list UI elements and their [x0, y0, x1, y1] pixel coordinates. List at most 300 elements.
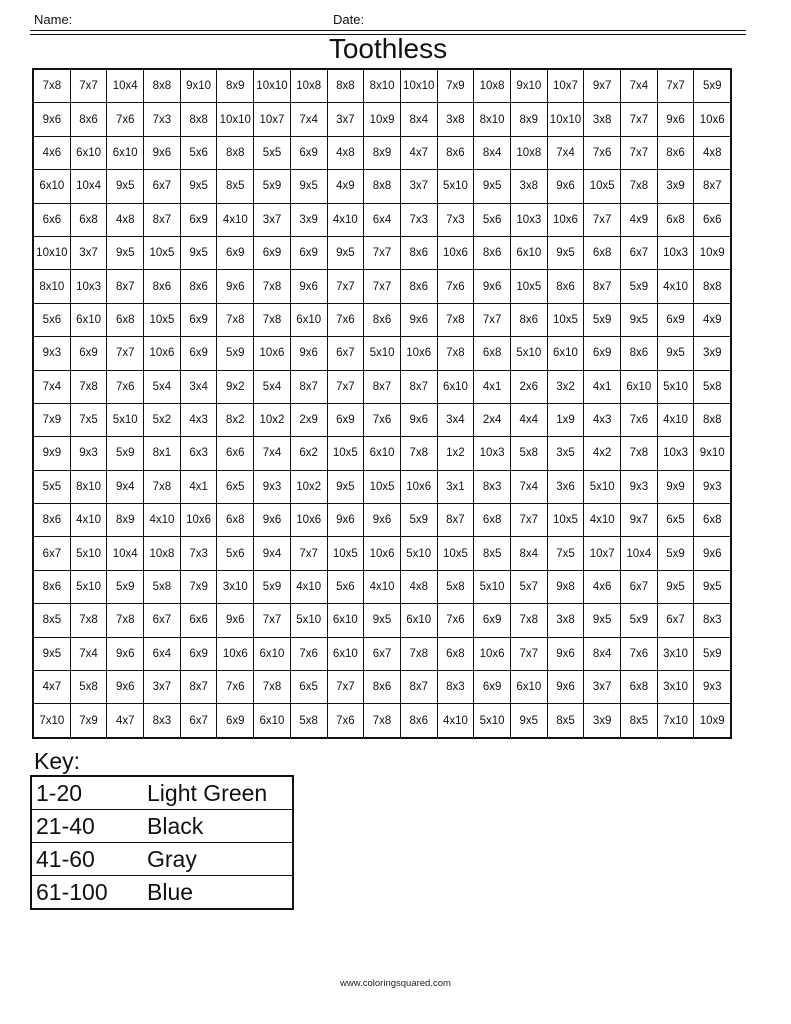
grid-cell[interactable]: 8x5: [33, 604, 70, 637]
grid-cell[interactable]: 5x8: [437, 570, 474, 603]
grid-cell[interactable]: 10x2: [290, 470, 327, 503]
grid-cell[interactable]: 7x9: [180, 570, 217, 603]
grid-cell[interactable]: 6x6: [33, 203, 70, 236]
grid-cell[interactable]: 8x3: [437, 671, 474, 704]
grid-cell[interactable]: 6x10: [107, 136, 144, 169]
grid-cell[interactable]: 9x5: [694, 570, 731, 603]
grid-cell[interactable]: 7x8: [254, 270, 291, 303]
grid-cell[interactable]: 8x7: [364, 370, 401, 403]
grid-cell[interactable]: 10x5: [547, 504, 584, 537]
grid-cell[interactable]: 4x7: [400, 136, 437, 169]
grid-cell[interactable]: 4x8: [694, 136, 731, 169]
grid-cell[interactable]: 6x9: [474, 604, 511, 637]
grid-cell[interactable]: 8x6: [474, 236, 511, 269]
grid-cell[interactable]: 3x4: [437, 403, 474, 436]
grid-cell[interactable]: 8x4: [400, 103, 437, 136]
grid-cell[interactable]: 7x7: [327, 370, 364, 403]
grid-cell[interactable]: 9x4: [107, 470, 144, 503]
grid-cell[interactable]: 7x6: [107, 370, 144, 403]
grid-cell[interactable]: 7x6: [327, 303, 364, 336]
grid-cell[interactable]: 9x6: [400, 303, 437, 336]
grid-cell[interactable]: 10x3: [657, 236, 694, 269]
grid-cell[interactable]: 6x8: [474, 337, 511, 370]
grid-cell[interactable]: 3x7: [144, 671, 181, 704]
grid-cell[interactable]: 6x6: [180, 604, 217, 637]
grid-cell[interactable]: 9x4: [254, 537, 291, 570]
grid-cell[interactable]: 7x7: [584, 203, 621, 236]
grid-cell[interactable]: 2x6: [510, 370, 547, 403]
grid-cell[interactable]: 7x8: [254, 303, 291, 336]
grid-cell[interactable]: 7x7: [327, 671, 364, 704]
grid-cell[interactable]: 3x10: [657, 671, 694, 704]
grid-cell[interactable]: 8x6: [621, 337, 658, 370]
grid-cell[interactable]: 8x8: [327, 69, 364, 103]
grid-cell[interactable]: 8x6: [70, 103, 107, 136]
grid-cell[interactable]: 7x7: [474, 303, 511, 336]
grid-cell[interactable]: 3x6: [547, 470, 584, 503]
grid-cell[interactable]: 9x7: [621, 504, 658, 537]
grid-cell[interactable]: 7x9: [437, 69, 474, 103]
grid-cell[interactable]: 10x6: [290, 504, 327, 537]
grid-cell[interactable]: 7x6: [621, 403, 658, 436]
grid-cell[interactable]: 8x6: [180, 270, 217, 303]
grid-cell[interactable]: 7x8: [217, 303, 254, 336]
grid-cell[interactable]: 9x3: [694, 671, 731, 704]
grid-cell[interactable]: 6x7: [180, 704, 217, 738]
grid-cell[interactable]: 5x10: [657, 370, 694, 403]
grid-cell[interactable]: 1x2: [437, 437, 474, 470]
grid-cell[interactable]: 7x6: [621, 637, 658, 670]
grid-cell[interactable]: 8x2: [217, 403, 254, 436]
grid-cell[interactable]: 10x6: [400, 337, 437, 370]
grid-cell[interactable]: 9x5: [364, 604, 401, 637]
grid-cell[interactable]: 5x10: [474, 570, 511, 603]
grid-cell[interactable]: 4x10: [437, 704, 474, 738]
grid-cell[interactable]: 3x10: [217, 570, 254, 603]
grid-cell[interactable]: 8x9: [217, 69, 254, 103]
grid-cell[interactable]: 9x10: [510, 69, 547, 103]
grid-cell[interactable]: 6x8: [474, 504, 511, 537]
grid-cell[interactable]: 6x8: [437, 637, 474, 670]
grid-cell[interactable]: 7x4: [547, 136, 584, 169]
grid-cell[interactable]: 9x5: [290, 170, 327, 203]
grid-cell[interactable]: 6x9: [180, 637, 217, 670]
grid-cell[interactable]: 3x9: [290, 203, 327, 236]
grid-cell[interactable]: 6x10: [510, 236, 547, 269]
grid-cell[interactable]: 5x8: [694, 370, 731, 403]
grid-cell[interactable]: 4x10: [364, 570, 401, 603]
grid-cell[interactable]: 5x8: [510, 437, 547, 470]
grid-cell[interactable]: 6x8: [694, 504, 731, 537]
grid-cell[interactable]: 9x6: [144, 136, 181, 169]
grid-cell[interactable]: 7x8: [70, 604, 107, 637]
grid-cell[interactable]: 10x5: [144, 236, 181, 269]
grid-cell[interactable]: 6x9: [217, 236, 254, 269]
grid-cell[interactable]: 8x9: [107, 504, 144, 537]
grid-cell[interactable]: 8x6: [547, 270, 584, 303]
grid-cell[interactable]: 4x4: [510, 403, 547, 436]
grid-cell[interactable]: 9x6: [474, 270, 511, 303]
grid-cell[interactable]: 9x6: [254, 504, 291, 537]
grid-cell[interactable]: 7x3: [180, 537, 217, 570]
grid-cell[interactable]: 6x6: [217, 437, 254, 470]
grid-cell[interactable]: 9x6: [33, 103, 70, 136]
grid-cell[interactable]: 3x8: [510, 170, 547, 203]
grid-cell[interactable]: 7x7: [510, 637, 547, 670]
grid-cell[interactable]: 6x9: [657, 303, 694, 336]
grid-cell[interactable]: 4x9: [327, 170, 364, 203]
grid-cell[interactable]: 6x7: [33, 537, 70, 570]
grid-cell[interactable]: 8x6: [144, 270, 181, 303]
grid-cell[interactable]: 9x10: [180, 69, 217, 103]
grid-cell[interactable]: 5x9: [694, 69, 731, 103]
grid-cell[interactable]: 6x3: [180, 437, 217, 470]
grid-cell[interactable]: 10x6: [547, 203, 584, 236]
grid-cell[interactable]: 9x3: [694, 470, 731, 503]
grid-cell[interactable]: 3x9: [657, 170, 694, 203]
grid-cell[interactable]: 10x8: [474, 69, 511, 103]
grid-cell[interactable]: 9x3: [254, 470, 291, 503]
grid-cell[interactable]: 9x5: [474, 170, 511, 203]
grid-cell[interactable]: 10x3: [657, 437, 694, 470]
grid-cell[interactable]: 10x7: [547, 69, 584, 103]
grid-cell[interactable]: 4x3: [180, 403, 217, 436]
grid-cell[interactable]: 1x9: [547, 403, 584, 436]
grid-cell[interactable]: 3x7: [584, 671, 621, 704]
grid-cell[interactable]: 7x7: [621, 103, 658, 136]
grid-cell[interactable]: 9x6: [217, 270, 254, 303]
grid-cell[interactable]: 9x7: [584, 69, 621, 103]
grid-cell[interactable]: 5x5: [33, 470, 70, 503]
grid-cell[interactable]: 8x1: [144, 437, 181, 470]
grid-cell[interactable]: 7x5: [547, 537, 584, 570]
grid-cell[interactable]: 8x3: [144, 704, 181, 738]
grid-cell[interactable]: 3x4: [180, 370, 217, 403]
grid-cell[interactable]: 10x2: [254, 403, 291, 436]
grid-cell[interactable]: 8x10: [70, 470, 107, 503]
grid-cell[interactable]: 6x10: [547, 337, 584, 370]
grid-cell[interactable]: 7x4: [70, 637, 107, 670]
grid-cell[interactable]: 8x8: [217, 136, 254, 169]
grid-cell[interactable]: 9x6: [217, 604, 254, 637]
grid-cell[interactable]: 4x2: [584, 437, 621, 470]
grid-cell[interactable]: 8x10: [33, 270, 70, 303]
grid-cell[interactable]: 10x10: [254, 69, 291, 103]
grid-cell[interactable]: 6x7: [621, 236, 658, 269]
grid-cell[interactable]: 7x7: [70, 69, 107, 103]
grid-cell[interactable]: 8x6: [400, 270, 437, 303]
grid-cell[interactable]: 10x6: [437, 236, 474, 269]
grid-cell[interactable]: 4x8: [107, 203, 144, 236]
grid-cell[interactable]: 6x10: [437, 370, 474, 403]
grid-cell[interactable]: 7x7: [327, 270, 364, 303]
grid-cell[interactable]: 9x6: [400, 403, 437, 436]
grid-cell[interactable]: 7x3: [144, 103, 181, 136]
grid-cell[interactable]: 7x8: [144, 470, 181, 503]
grid-cell[interactable]: 5x9: [621, 270, 658, 303]
grid-cell[interactable]: 7x9: [33, 403, 70, 436]
grid-cell[interactable]: 5x9: [657, 537, 694, 570]
grid-cell[interactable]: 9x6: [547, 170, 584, 203]
grid-cell[interactable]: 5x10: [400, 537, 437, 570]
grid-cell[interactable]: 6x10: [621, 370, 658, 403]
grid-cell[interactable]: 7x9: [70, 704, 107, 738]
grid-cell[interactable]: 10x4: [107, 537, 144, 570]
grid-cell[interactable]: 7x10: [657, 704, 694, 738]
grid-cell[interactable]: 6x2: [290, 437, 327, 470]
grid-cell[interactable]: 8x10: [474, 103, 511, 136]
grid-cell[interactable]: 9x9: [657, 470, 694, 503]
grid-cell[interactable]: 4x10: [70, 504, 107, 537]
grid-cell[interactable]: 7x8: [510, 604, 547, 637]
grid-cell[interactable]: 8x3: [694, 604, 731, 637]
grid-cell[interactable]: 10x6: [364, 537, 401, 570]
grid-cell[interactable]: 6x8: [70, 203, 107, 236]
grid-cell[interactable]: 6x9: [254, 236, 291, 269]
grid-cell[interactable]: 3x8: [547, 604, 584, 637]
grid-cell[interactable]: 4x7: [33, 671, 70, 704]
grid-cell[interactable]: 9x10: [694, 437, 731, 470]
grid-cell[interactable]: 9x5: [657, 337, 694, 370]
grid-cell[interactable]: 4x1: [584, 370, 621, 403]
grid-cell[interactable]: 6x8: [217, 504, 254, 537]
grid-cell[interactable]: 10x4: [621, 537, 658, 570]
grid-cell[interactable]: 4x7: [107, 704, 144, 738]
grid-cell[interactable]: 9x5: [180, 170, 217, 203]
grid-cell[interactable]: 6x5: [217, 470, 254, 503]
grid-cell[interactable]: 5x9: [254, 570, 291, 603]
grid-cell[interactable]: 5x9: [254, 170, 291, 203]
grid-cell[interactable]: 9x9: [33, 437, 70, 470]
grid-cell[interactable]: 4x9: [694, 303, 731, 336]
grid-cell[interactable]: 7x8: [400, 637, 437, 670]
grid-cell[interactable]: 5x10: [290, 604, 327, 637]
grid-cell[interactable]: 5x2: [144, 403, 181, 436]
grid-cell[interactable]: 3x9: [694, 337, 731, 370]
grid-cell[interactable]: 6x5: [290, 671, 327, 704]
grid-cell[interactable]: 6x10: [400, 604, 437, 637]
grid-cell[interactable]: 5x10: [364, 337, 401, 370]
grid-cell[interactable]: 3x7: [327, 103, 364, 136]
grid-cell[interactable]: 9x6: [547, 671, 584, 704]
grid-cell[interactable]: 8x6: [657, 136, 694, 169]
grid-cell[interactable]: 10x10: [217, 103, 254, 136]
grid-cell[interactable]: 3x7: [254, 203, 291, 236]
grid-cell[interactable]: 10x9: [694, 704, 731, 738]
grid-cell[interactable]: 7x6: [437, 270, 474, 303]
grid-cell[interactable]: 5x8: [290, 704, 327, 738]
grid-cell[interactable]: 10x9: [694, 236, 731, 269]
grid-cell[interactable]: 6x10: [510, 671, 547, 704]
grid-cell[interactable]: 8x6: [33, 504, 70, 537]
grid-cell[interactable]: 5x10: [70, 570, 107, 603]
grid-cell[interactable]: 9x6: [290, 270, 327, 303]
grid-cell[interactable]: 8x4: [474, 136, 511, 169]
grid-cell[interactable]: 5x9: [400, 504, 437, 537]
grid-cell[interactable]: 7x8: [107, 604, 144, 637]
grid-cell[interactable]: 9x5: [107, 170, 144, 203]
grid-cell[interactable]: 6x7: [364, 637, 401, 670]
grid-cell[interactable]: 4x10: [657, 403, 694, 436]
grid-cell[interactable]: 8x3: [474, 470, 511, 503]
grid-cell[interactable]: 6x10: [254, 637, 291, 670]
grid-cell[interactable]: 7x8: [400, 437, 437, 470]
grid-cell[interactable]: 10x6: [474, 637, 511, 670]
grid-cell[interactable]: 8x9: [510, 103, 547, 136]
grid-cell[interactable]: 7x6: [107, 103, 144, 136]
grid-cell[interactable]: 3x8: [584, 103, 621, 136]
grid-cell[interactable]: 10x5: [327, 537, 364, 570]
grid-cell[interactable]: 10x3: [70, 270, 107, 303]
grid-cell[interactable]: 10x5: [327, 437, 364, 470]
grid-cell[interactable]: 3x10: [657, 637, 694, 670]
grid-cell[interactable]: 9x8: [547, 570, 584, 603]
grid-cell[interactable]: 10x5: [547, 303, 584, 336]
grid-cell[interactable]: 6x9: [584, 337, 621, 370]
grid-cell[interactable]: 10x8: [144, 537, 181, 570]
grid-cell[interactable]: 7x7: [364, 270, 401, 303]
grid-cell[interactable]: 8x8: [364, 170, 401, 203]
grid-cell[interactable]: 7x8: [437, 303, 474, 336]
grid-cell[interactable]: 6x10: [70, 303, 107, 336]
grid-cell[interactable]: 8x7: [144, 203, 181, 236]
grid-cell[interactable]: 8x8: [694, 270, 731, 303]
grid-cell[interactable]: 7x4: [33, 370, 70, 403]
grid-cell[interactable]: 4x6: [33, 136, 70, 169]
grid-cell[interactable]: 4x9: [621, 203, 658, 236]
grid-cell[interactable]: 2x4: [474, 403, 511, 436]
grid-cell[interactable]: 10x6: [400, 470, 437, 503]
grid-cell[interactable]: 7x3: [437, 203, 474, 236]
grid-cell[interactable]: 10x3: [510, 203, 547, 236]
grid-cell[interactable]: 9x5: [327, 470, 364, 503]
grid-cell[interactable]: 4x8: [400, 570, 437, 603]
grid-cell[interactable]: 6x5: [657, 504, 694, 537]
grid-cell[interactable]: 6x9: [70, 337, 107, 370]
grid-cell[interactable]: 6x9: [474, 671, 511, 704]
grid-cell[interactable]: 6x4: [144, 637, 181, 670]
grid-cell[interactable]: 10x3: [474, 437, 511, 470]
grid-cell[interactable]: 10x6: [217, 637, 254, 670]
grid-cell[interactable]: 4x10: [217, 203, 254, 236]
grid-cell[interactable]: 5x8: [70, 671, 107, 704]
grid-cell[interactable]: 8x7: [584, 270, 621, 303]
grid-cell[interactable]: 7x6: [290, 637, 327, 670]
grid-cell[interactable]: 8x7: [437, 504, 474, 537]
grid-cell[interactable]: 10x7: [584, 537, 621, 570]
grid-cell[interactable]: 3x9: [584, 704, 621, 738]
grid-cell[interactable]: 7x5: [70, 403, 107, 436]
grid-cell[interactable]: 5x4: [254, 370, 291, 403]
grid-cell[interactable]: 8x5: [621, 704, 658, 738]
grid-cell[interactable]: 6x10: [364, 437, 401, 470]
grid-cell[interactable]: 7x4: [510, 470, 547, 503]
grid-cell[interactable]: 5x4: [144, 370, 181, 403]
grid-cell[interactable]: 8x7: [107, 270, 144, 303]
grid-cell[interactable]: 7x8: [364, 704, 401, 738]
grid-cell[interactable]: 9x5: [33, 637, 70, 670]
grid-cell[interactable]: 7x7: [107, 337, 144, 370]
grid-cell[interactable]: 7x4: [290, 103, 327, 136]
grid-cell[interactable]: 6x10: [70, 136, 107, 169]
grid-cell[interactable]: 7x6: [327, 704, 364, 738]
grid-cell[interactable]: 10x8: [510, 136, 547, 169]
grid-cell[interactable]: 6x9: [180, 337, 217, 370]
grid-cell[interactable]: 9x2: [217, 370, 254, 403]
grid-cell[interactable]: 10x9: [364, 103, 401, 136]
grid-cell[interactable]: 10x5: [437, 537, 474, 570]
grid-cell[interactable]: 7x3: [400, 203, 437, 236]
grid-cell[interactable]: 9x5: [621, 303, 658, 336]
grid-cell[interactable]: 5x9: [584, 303, 621, 336]
grid-cell[interactable]: 5x10: [437, 170, 474, 203]
grid-cell[interactable]: 6x9: [290, 136, 327, 169]
grid-cell[interactable]: 8x5: [217, 170, 254, 203]
grid-cell[interactable]: 8x8: [144, 69, 181, 103]
grid-cell[interactable]: 5x9: [217, 337, 254, 370]
grid-cell[interactable]: 4x3: [584, 403, 621, 436]
grid-cell[interactable]: 10x8: [290, 69, 327, 103]
grid-cell[interactable]: 6x9: [180, 203, 217, 236]
grid-cell[interactable]: 4x8: [327, 136, 364, 169]
grid-cell[interactable]: 10x5: [584, 170, 621, 203]
grid-cell[interactable]: 6x7: [657, 604, 694, 637]
grid-cell[interactable]: 10x10: [547, 103, 584, 136]
grid-cell[interactable]: 6x9: [217, 704, 254, 738]
grid-cell[interactable]: 9x6: [657, 103, 694, 136]
grid-cell[interactable]: 10x4: [70, 170, 107, 203]
grid-cell[interactable]: 6x8: [621, 671, 658, 704]
grid-cell[interactable]: 10x5: [510, 270, 547, 303]
grid-cell[interactable]: 4x10: [290, 570, 327, 603]
grid-cell[interactable]: 6x10: [327, 637, 364, 670]
grid-cell[interactable]: 9x6: [547, 637, 584, 670]
grid-cell[interactable]: 5x10: [107, 403, 144, 436]
grid-cell[interactable]: 8x8: [180, 103, 217, 136]
grid-cell[interactable]: 6x8: [107, 303, 144, 336]
grid-cell[interactable]: 5x10: [474, 704, 511, 738]
grid-cell[interactable]: 8x6: [400, 704, 437, 738]
grid-cell[interactable]: 8x6: [33, 570, 70, 603]
grid-cell[interactable]: 6x10: [33, 170, 70, 203]
grid-cell[interactable]: 8x7: [400, 671, 437, 704]
grid-cell[interactable]: 7x10: [33, 704, 70, 738]
grid-cell[interactable]: 8x7: [180, 671, 217, 704]
grid-cell[interactable]: 10x6: [144, 337, 181, 370]
grid-cell[interactable]: 7x8: [254, 671, 291, 704]
grid-cell[interactable]: 5x10: [70, 537, 107, 570]
grid-cell[interactable]: 6x8: [657, 203, 694, 236]
grid-cell[interactable]: 6x9: [327, 403, 364, 436]
grid-cell[interactable]: 8x9: [364, 136, 401, 169]
grid-cell[interactable]: 5x9: [107, 570, 144, 603]
grid-cell[interactable]: 9x6: [290, 337, 327, 370]
grid-cell[interactable]: 10x5: [144, 303, 181, 336]
grid-cell[interactable]: 6x9: [290, 236, 327, 269]
grid-cell[interactable]: 8x7: [694, 170, 731, 203]
grid-cell[interactable]: 9x3: [33, 337, 70, 370]
grid-cell[interactable]: 9x6: [694, 537, 731, 570]
grid-cell[interactable]: 4x10: [327, 203, 364, 236]
grid-cell[interactable]: 9x5: [107, 236, 144, 269]
grid-cell[interactable]: 9x5: [584, 604, 621, 637]
grid-cell[interactable]: 8x5: [547, 704, 584, 738]
grid-cell[interactable]: 7x8: [33, 69, 70, 103]
grid-cell[interactable]: 5x8: [144, 570, 181, 603]
grid-cell[interactable]: 5x9: [694, 637, 731, 670]
grid-cell[interactable]: 4x10: [584, 504, 621, 537]
grid-cell[interactable]: 3x8: [437, 103, 474, 136]
